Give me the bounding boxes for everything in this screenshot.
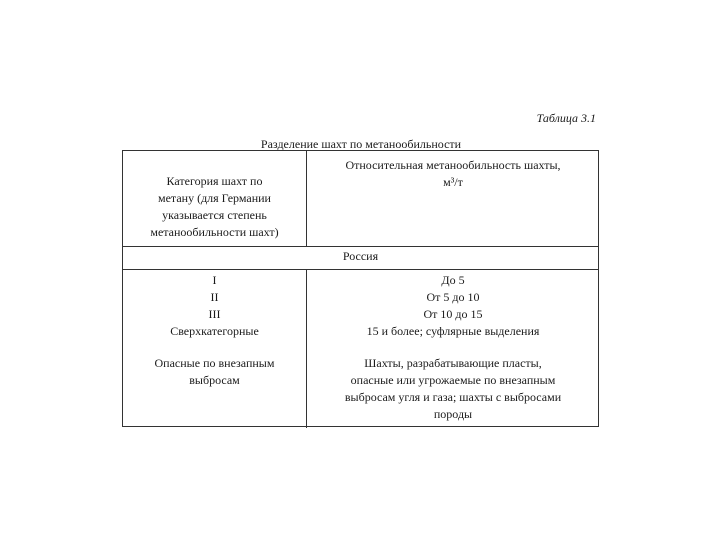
outburst-description-line: опасные или угрожаемые по внезапным [350, 373, 556, 387]
outburst-description-line: Шахты, разрабатывающие пласты, [364, 356, 542, 370]
header-methane-unit: м³/т [443, 175, 463, 189]
category-item: Сверхкатегорные [170, 324, 259, 338]
header-bottom-rule [123, 246, 598, 247]
section-russia-label: Россия [342, 249, 379, 263]
mine-classification-table [122, 150, 599, 427]
methane-values-cell [307, 272, 599, 340]
header-category-line: Категория шахт по [166, 174, 263, 188]
header-category-line: метанообильности шахт) [150, 225, 279, 239]
outburst-description-line: породы [433, 407, 473, 421]
header-category-line: метану (для Германии [158, 191, 271, 205]
table-title: Разделение шахт по метанообильности [260, 137, 462, 151]
category-item: I [212, 273, 217, 287]
header-category-cell [123, 173, 306, 241]
outburst-description-cell [307, 355, 599, 423]
outburst-category-cell [123, 355, 306, 389]
categories-cell [123, 272, 306, 340]
methane-value: До 5 [441, 273, 465, 287]
methane-value: От 10 до 15 [423, 307, 483, 321]
outburst-description-line: выбросам угля и газа; шахты с выбросами [344, 390, 562, 404]
category-item: II [210, 290, 219, 304]
header-category-line: указывается степень [162, 208, 267, 222]
methane-value: 15 и более; суфлярные выделения [366, 324, 540, 338]
header-methane-line: Относительная метанообильность шахты, [345, 158, 561, 172]
header-methane-cell [307, 157, 599, 191]
outburst-category-line: Опасные по внезапным [154, 356, 275, 370]
section-bottom-rule [123, 269, 598, 270]
methane-value: От 5 до 10 [426, 290, 480, 304]
outburst-category-line: выбросам [189, 373, 240, 387]
table-number-label: Таблица 3.1 [536, 111, 596, 125]
category-item: III [208, 307, 221, 321]
